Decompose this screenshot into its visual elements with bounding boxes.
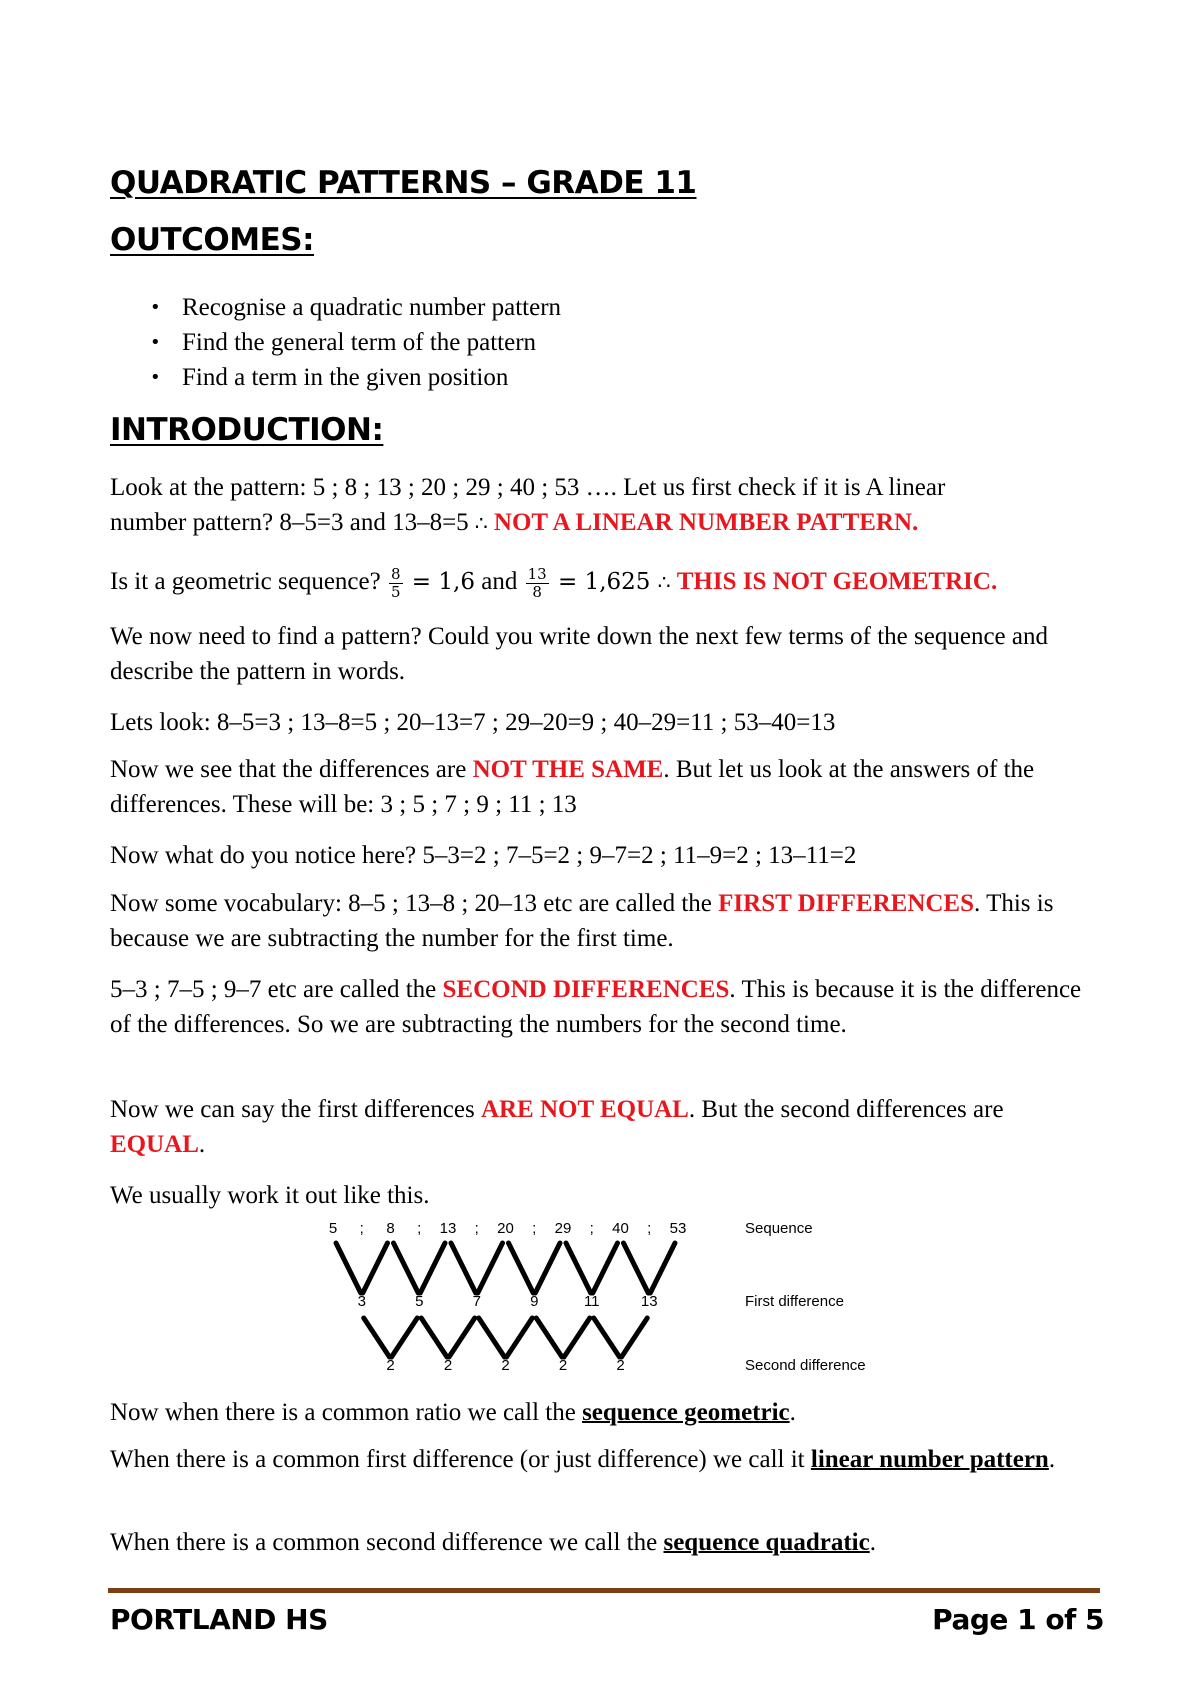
sequence-term: 5 — [328, 1220, 338, 1237]
paragraph-text: Now we see that the differences are — [110, 756, 473, 783]
difference-connector — [594, 1318, 620, 1357]
sequence-term: 29 — [554, 1220, 572, 1237]
outcomes-heading: OUTCOMES: — [110, 222, 315, 258]
sequence-term: 8 — [386, 1220, 395, 1237]
label-second-difference: Second difference — [745, 1357, 866, 1374]
math-value: = 1,6 — [404, 569, 475, 595]
paragraph-text: . — [1048, 1446, 1056, 1473]
emphasis-text: NOT THE SAME — [472, 756, 664, 783]
footer-page-number: Page 1 of 5 — [932, 1603, 1104, 1636]
list-item: • Recognise a quadratic number pattern — [110, 290, 561, 325]
introduction-heading: INTRODUCTION: — [110, 412, 384, 448]
math-value: = 1,625 — [550, 569, 658, 595]
difference-connector — [421, 1318, 447, 1357]
paragraph-text: When there is a common first difference (or just difference) we call it — [110, 1446, 811, 1473]
first-difference-value: 7 — [472, 1293, 481, 1310]
emphasis-text: NOT A LINEAR NUMBER PATTERN. — [493, 509, 919, 536]
difference-connector — [449, 1318, 475, 1357]
difference-connector — [420, 1243, 445, 1293]
list-item: • Find the general term of the pattern — [110, 325, 561, 360]
difference-connector — [364, 1318, 390, 1357]
second-difference-value: 2 — [386, 1357, 395, 1374]
paragraph-find-pattern: We now need to find a pattern? Could you write down the next few terms of the sequence and describe the pattern in words. — [110, 623, 1048, 685]
paragraph-text: . — [198, 1131, 206, 1158]
term-underlined: linear number pattern — [810, 1446, 1049, 1473]
difference-connector — [622, 1318, 648, 1357]
paragraph-text: When there is a common second difference we call the — [110, 1529, 664, 1556]
sequence-separator: ; — [417, 1220, 422, 1237]
paragraph-pattern — [110, 470, 1100, 541]
difference-connector — [479, 1318, 505, 1357]
paragraph-text: and — [474, 568, 524, 595]
paragraph-text: . But let us look at the answers of the differences. These will be: 3 ; 5 ; 7 ; 9 ; 11 ; 13 — [110, 756, 1035, 818]
difference-connector — [363, 1243, 388, 1293]
therefore-symbol: ∴ — [657, 570, 671, 594]
paragraph-text: 5–3 ; 7–5 ; 9–7 etc are called the — [110, 976, 443, 1003]
paragraph-text: Now some vocabulary: 8–5 ; 13–8 ; 20–13 etc are called the — [110, 890, 719, 917]
sequence-term: 40 — [612, 1220, 629, 1237]
paragraph-text: . But the second differences are — [688, 1096, 1004, 1123]
sequence-separator: ; — [647, 1220, 652, 1237]
term-underlined: sequence geometric — [582, 1399, 790, 1426]
paragraph-text: . This is because we are subtracting the number for the first time. — [110, 890, 1054, 952]
paragraph-text: . — [789, 1399, 796, 1426]
sequence-separator: ; — [359, 1220, 364, 1237]
paragraph-text: Look at the pattern: 5 ; 8 ; 13 ; 20 ; 29 ; 40 ; 53 …. Let us first check if it is A linear — [110, 474, 946, 501]
paragraph-linear-def — [110, 1442, 1100, 1477]
page-title: QUADRATIC PATTERNS – GRADE 11 — [110, 165, 697, 201]
sequence-separator: ; — [474, 1220, 479, 1237]
footer-school-name: PORTLAND HS — [110, 1603, 328, 1636]
sequence-term: 53 — [669, 1220, 687, 1237]
difference-connector — [535, 1243, 560, 1293]
difference-connector — [478, 1243, 503, 1293]
first-difference-value: 13 — [640, 1293, 658, 1310]
paragraph-text: Is it a geometric sequence? — [110, 568, 387, 595]
emphasis-text: EQUAL — [110, 1131, 199, 1158]
paragraph-text: . This is because it is the difference of the differences. So we are subtracting the numbers for the second time. — [110, 976, 1082, 1038]
second-difference-value: 2 — [501, 1357, 510, 1374]
term-underlined: sequence quadratic — [663, 1529, 870, 1556]
difference-connector — [650, 1243, 675, 1293]
difference-connector — [394, 1243, 419, 1293]
second-difference-value: 2 — [616, 1357, 625, 1374]
paragraph-lets-look: Lets look: 8–5=3 ; 13–8=5 ; 20–13=7 ; 29–20=9 ; 40–29=11 ; 53–40=13 — [110, 709, 836, 736]
first-difference-value: 9 — [530, 1293, 539, 1310]
emphasis-text: SECOND DIFFERENCES — [442, 976, 730, 1003]
therefore-symbol: ∴ — [474, 511, 488, 535]
difference-connector — [566, 1243, 591, 1293]
difference-connector — [509, 1243, 534, 1293]
paragraph-equal — [110, 1092, 1100, 1162]
difference-connector — [536, 1318, 562, 1357]
difference-connector — [624, 1243, 649, 1293]
paragraph-text: Now we can say the first differences — [110, 1096, 481, 1123]
difference-connector — [593, 1243, 618, 1293]
second-difference-value: 2 — [443, 1357, 453, 1374]
first-difference-value: 5 — [415, 1293, 424, 1310]
difference-connector — [507, 1318, 533, 1357]
paragraph-geometric — [110, 562, 1100, 602]
difference-connector — [336, 1243, 361, 1293]
first-difference-value: 11 — [583, 1293, 600, 1310]
paragraph-notice: Now what do you notice here? 5–3=2 ; 7–5=2 ; 9–7=2 ; 11–9=2 ; 13–11=2 — [110, 842, 857, 869]
second-difference-value: 2 — [558, 1357, 568, 1374]
first-difference-value: 3 — [357, 1293, 366, 1310]
fraction: $\frac{8}{5}$ — [390, 564, 401, 601]
emphasis-text: ARE NOT EQUAL — [480, 1096, 689, 1123]
emphasis-text: FIRST DIFFERENCES — [718, 890, 975, 917]
difference-connector — [392, 1318, 418, 1357]
paragraph-first-differences — [110, 886, 1100, 956]
paragraph-second-differences — [110, 972, 1100, 1042]
paragraph-geometric-def — [110, 1395, 1100, 1430]
sequence-term: 20 — [497, 1220, 514, 1237]
paragraph-differences — [110, 752, 1100, 822]
difference-connector — [451, 1243, 476, 1293]
footer-rule — [108, 1588, 1100, 1593]
sequence-separator: ; — [532, 1220, 537, 1237]
label-first-difference: First difference — [745, 1293, 844, 1310]
fraction: $\frac{13}{8}$ — [527, 564, 547, 601]
sequence-separator: ; — [589, 1220, 594, 1237]
paragraph-quadratic-def — [110, 1525, 1100, 1560]
difference-connector — [564, 1318, 590, 1357]
paragraph-text: number pattern? 8–5=3 and 13–8=5 — [110, 509, 475, 536]
outcomes-list — [110, 290, 561, 395]
paragraph-text: . — [869, 1529, 876, 1556]
emphasis-text: THIS IS NOT GEOMETRIC. — [676, 568, 998, 595]
list-item: • Find a term in the given position — [110, 360, 561, 395]
sequence-term: 13 — [439, 1220, 457, 1237]
paragraph-work-it-out: We usually work it out like this. — [110, 1182, 430, 1209]
label-sequence: Sequence — [745, 1220, 813, 1237]
paragraph-text: Now when there is a common ratio we call the — [110, 1399, 583, 1426]
